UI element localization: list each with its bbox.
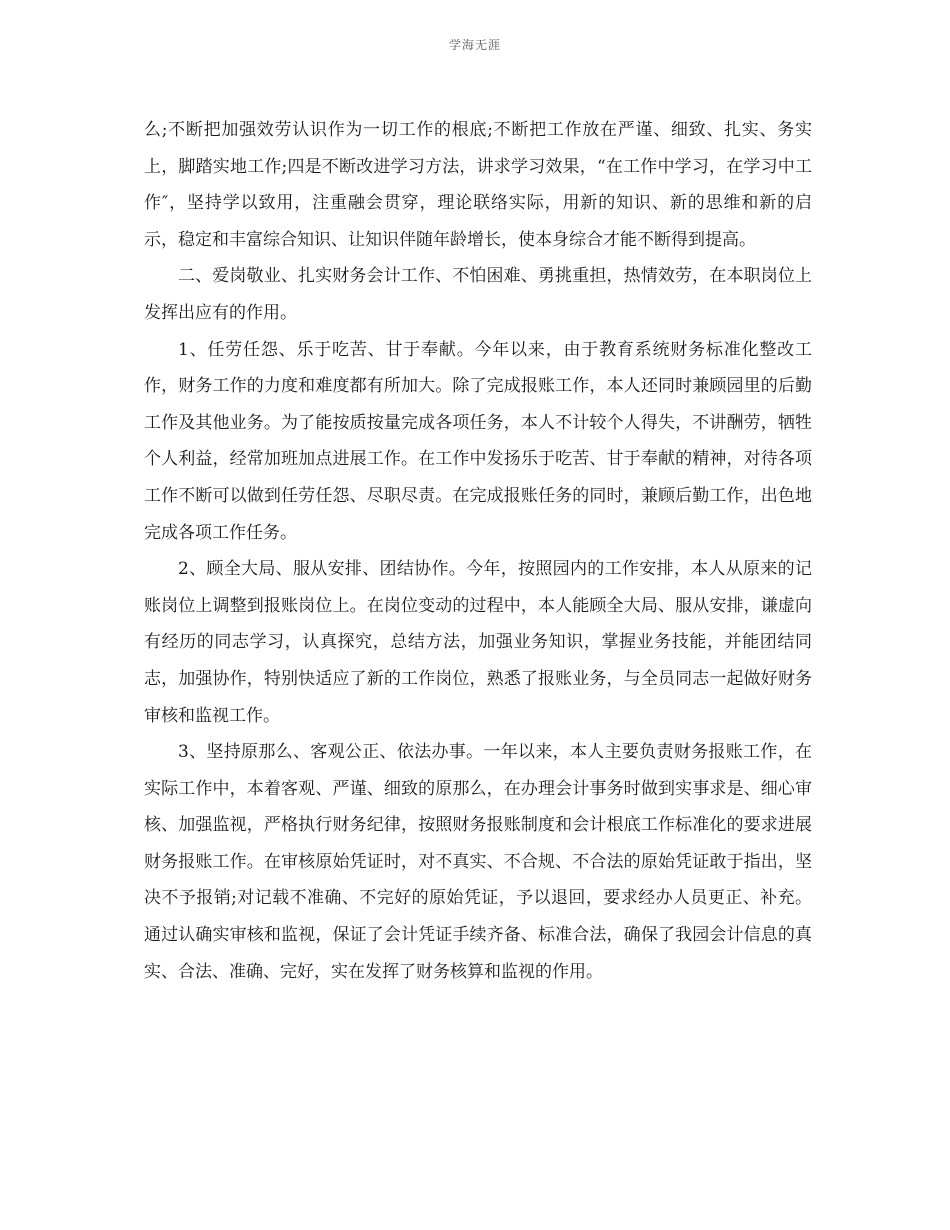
paragraph-item-2: 2、顾全大局、服从安排、团结协作。今年，按照园内的工作安排，本人从原来的记账岗位上调整到报账岗位上。在岗位变动的过程中，本人能顾全大局、服从安排，谦虚向有经历的同志学习，认真探究，总结方法，加强业务知识，掌握业务技能，并能团结同志，加强协作，特别快适应了新的工作岗位，熟悉了报账业务，与全员同志一起做好财务审核和监视工作。 [144,559,812,726]
document-body [144,112,812,990]
paragraph-continuation: 么;不断把加强效劳认识作为一切工作的根底;不断把工作放在严谨、细致、扎实、务实上，脚踏实地工作;四是不断改进学习方法，讲求学习效果，“在工作中学习，在学习中工作″，坚持学以致用，注重融会贯穿，理论联络实际，用新的知识、新的思维和新的启示，稳定和丰富综合知识、让知识伴随年龄增长，使本身综合才能不断得到提高。 [144,120,812,250]
paragraph-item-3: 3、坚持原那么、客观公正、依法办事。一年以来，本人主要负责财务报账工作，在实际工作中，本着客观、严谨、细致的原那么，在办理会计事务时做到实事求是、细心审核、加强监视，严格执行财务纪律，按照财务报账制度和会计根底工作标准化的要求进展财务报账工作。在审核原始凭证时，对不真实、不合规、不合法的原始凭证敢于指出，坚决不予报销;对记载不准确、不完好的原始凭证，予以退回，要求经办人员更正、补充。通过认确实审核和监视，保证了会计凭证手续齐备、标准合法，确保了我园会计信息的真实、合法、准确、完好，实在发挥了财务核算和监视的作用。 [144,742,812,982]
paragraph-section-two-heading: 二、爱岗敬业、扎实财务会计工作、不怕困难、勇挑重担，热情效劳，在本职岗位上发挥出应有的作用。 [144,266,812,323]
paragraph-item-1: 1、任劳任怨、乐于吃苦、甘于奉献。今年以来，由于教育系统财务标准化整改工作，财务工作的力度和难度都有所加大。除了完成报账工作，本人还同时兼顾园里的后勤工作及其他业务。为了能按质按量完成各项任务，本人不计较个人得失，不讲酬劳，牺牲个人利益，经常加班加点进展工作。在工作中发扬乐于吃苦、甘于奉献的精神，对待各项工作不断可以做到任劳任怨、尽职尽责。在完成报账任务的同时，兼顾后勤工作，出色地完成各项工作任务。 [144,339,812,543]
page-header: 学海无涯 [448,38,501,52]
